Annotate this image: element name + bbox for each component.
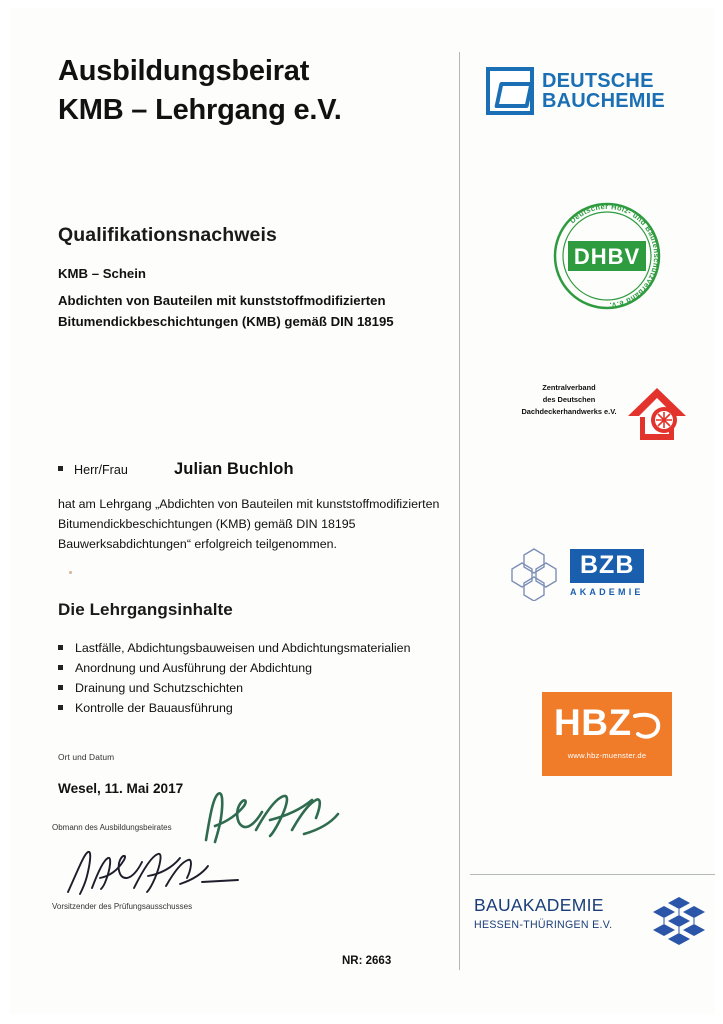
organization-title-line1: Ausbildungsbeirat [58,55,310,87]
zvdh-line3: Dachdeckerhandwerks e.V. [521,406,617,416]
scan-margin-bottom [0,1014,723,1024]
list-item: Drainung und Schutzschichten [58,678,450,698]
zvdh-wordmark [510,382,628,418]
logo-dhbv [548,197,666,315]
logo-column [470,52,715,972]
subject-block [58,264,458,332]
dhbv-seal-icon [548,197,666,315]
house-square-icon [486,67,534,115]
list-item: Lastfälle, Abdichtungsbauweisen und Abdichtungsmaterialien [58,638,450,658]
bzb-name: BZB [580,551,635,579]
organization-title [58,52,450,129]
hbz-url: www.hbz-muenster.de [567,751,647,760]
dbc-line2: BAUCHEMIE [542,90,665,112]
svg-text:DHBV: DHBV [573,244,641,269]
list-item: Anordnung und Ausführung der Abdichtung [58,658,450,678]
bzb-wordmark [570,549,644,597]
signature-obmann [196,786,346,848]
logo-zvdh [510,382,700,460]
signature-pruefungsausschuss [62,844,252,904]
organization-title-line2: KMB – Lehrgang e.V. [58,93,342,126]
subject-line-2: Bitumendickbeschichtungen (KMB) gemäß DIN 18195 [58,313,394,329]
scan-margin-right [715,0,723,1024]
scan-margin-top [0,0,723,8]
logo-hbz [542,692,672,776]
deutsche-bauchemie-wordmark [542,71,665,112]
square-bullet-icon [58,466,63,471]
subject-line-1: Abdichten von Bauteilen mit kunststoffmodifizierten [58,293,386,309]
hbz-name: HBZ [554,702,632,743]
hbz-swoosh-icon [632,710,662,740]
scan-margin-left [0,0,10,1024]
certificate-body [58,52,450,129]
bzb-name-block [570,549,644,583]
logo-deutsche-bauchemie [486,64,702,118]
signature2-label: Vorsitzender des Prüfungsausschusses [52,902,193,911]
logo-bzb [506,542,706,604]
svg-text:Deutscher Holz- und Bautenschu: Deutscher Holz- und Bautenschutzverband e.V. [567,201,662,310]
certificate-heading: Qualifikationsnachweis [58,224,277,246]
list-item: Kontrolle der Bauausführung [58,698,450,718]
zvdh-line1: Zentralverband [542,383,596,392]
roof-house-icon [626,386,688,444]
bzb-subtitle: AKADEMIE [570,587,644,597]
bauakademie-line1: BAUAKADEMIE [474,895,604,915]
logo-bauakademie [474,895,714,965]
recipient-name: Julian Buchloh [174,460,294,478]
subject-title: KMB – Schein [58,266,146,281]
cube-lattice-icon [650,895,708,951]
bauakademie-line2: HESSEN-THÜRINGEN E.V. [474,919,613,931]
body-paragraph: hat am Lehrgang „Abdichten von Bauteilen mit kunststoffmodifizierten Bitumendickbeschichtungen (KMB) gemäß DIN 18195 Bauwerksabdichtungen“ erfolgreich teilgenommen. [58,497,440,552]
signature1-label: Obmann des Ausbildungsbeirates [52,823,172,832]
place-date-value: Wesel, 11. Mai 2017 [58,781,184,796]
dbc-line1: DEUTSCHE [542,69,654,92]
certificate-number: NR: 2663 [342,955,392,967]
place-date-label: Ort und Datum [58,752,115,762]
recipient-row [58,460,458,479]
logo-footer-rule [470,874,715,875]
scan-speck [69,571,72,574]
zvdh-line2: des Deutschen [542,394,596,404]
contents-heading: Die Lehrgangsinhalte [58,600,233,619]
column-divider [459,52,460,970]
recipient-label: Herr/Frau [74,463,128,477]
contents-list [58,638,450,718]
hex-cluster-icon [506,545,562,601]
